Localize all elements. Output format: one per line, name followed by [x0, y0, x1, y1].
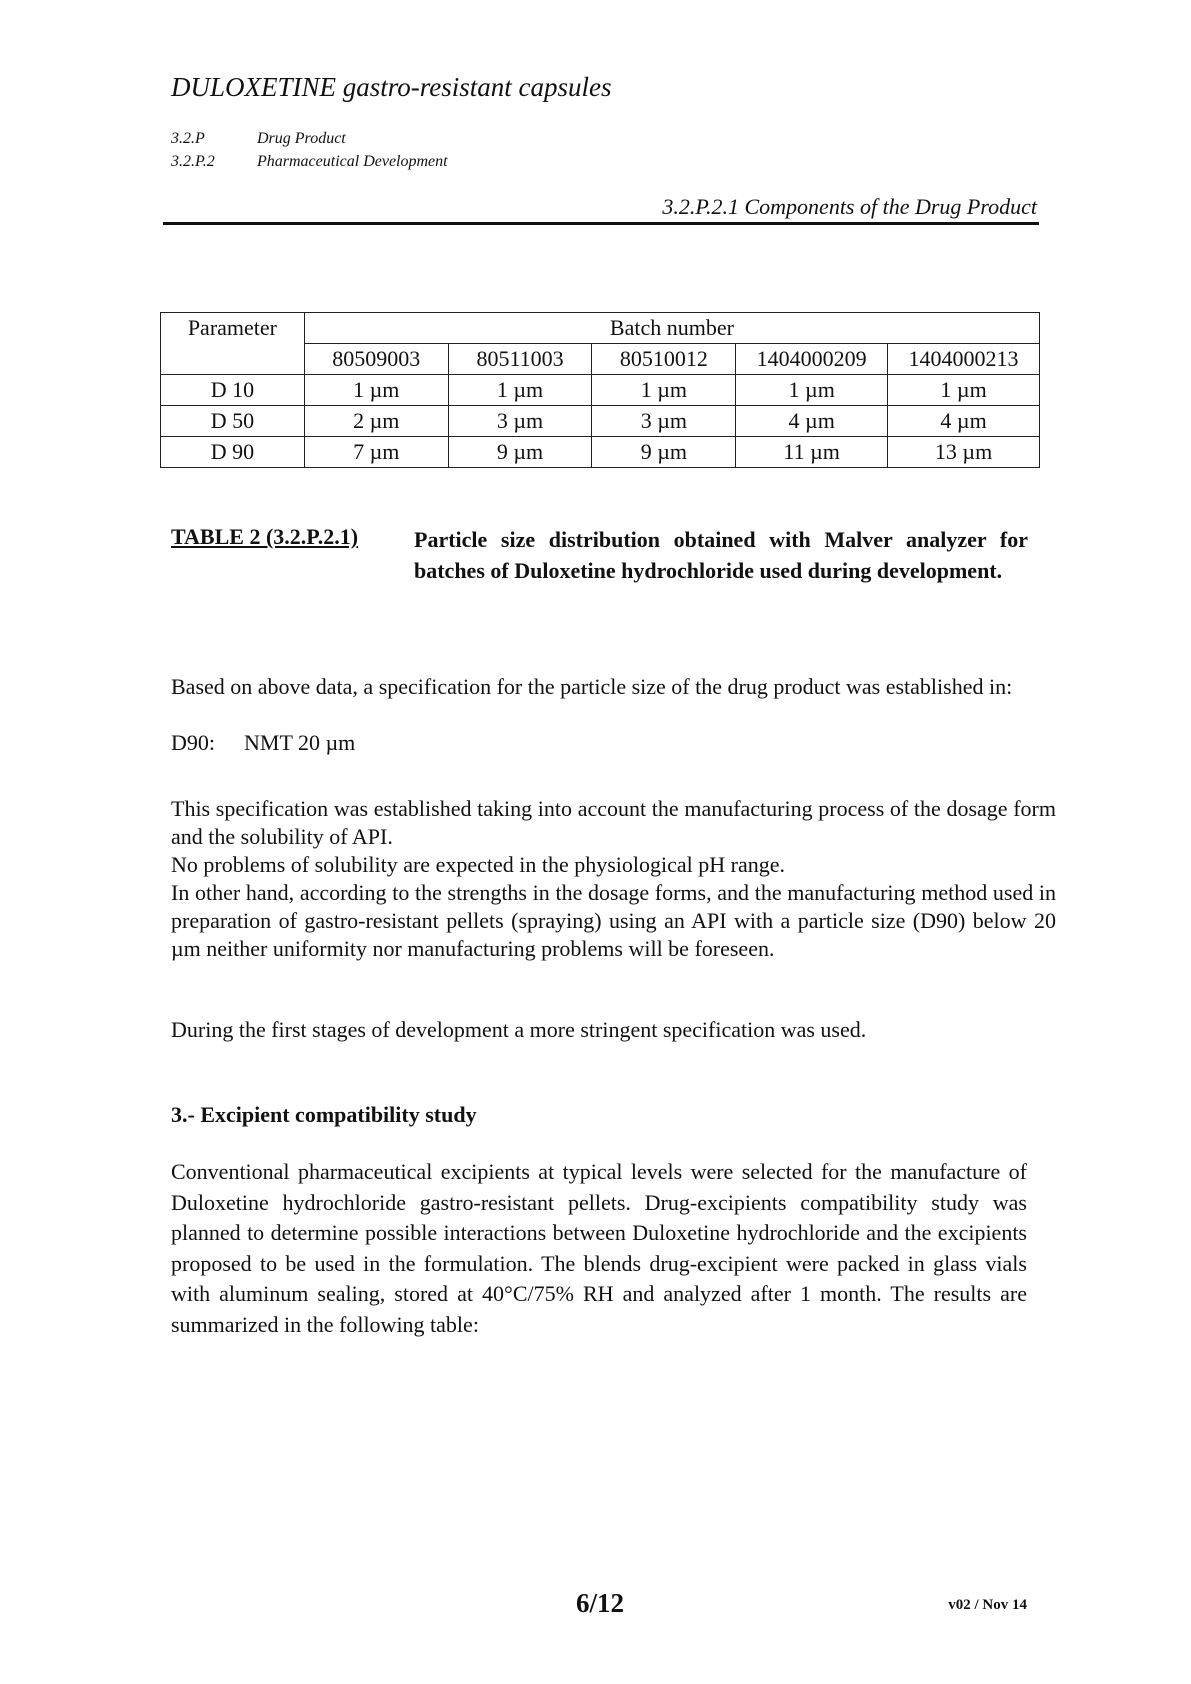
param-cell: D 90: [161, 437, 305, 468]
param-cell: D 50: [161, 406, 305, 437]
value-cell: 1 µm: [304, 375, 448, 406]
rationale-paragraph: [171, 795, 1056, 963]
value-cell: 4 µm: [736, 406, 888, 437]
parameter-header-cont: [161, 344, 305, 375]
spec-limit: NMT 20 µm: [244, 730, 356, 755]
rationale-line: This specification was established taking into account the manufacturing process of the dosage form and the solubility of API.: [171, 796, 1056, 849]
spec-intro-paragraph: Based on above data, a specification for the particle size of the drug product was established in:: [171, 674, 1013, 699]
section-line-pharmaceutical-development: [171, 153, 448, 171]
excipient-study-heading: 3.- Excipient compatibility study: [171, 1102, 477, 1127]
parameter-header: Parameter: [161, 313, 305, 344]
batch-cell: 1404000209: [736, 344, 888, 375]
table-caption-label: TABLE 2 (3.2.P.2.1): [171, 524, 359, 549]
value-cell: 3 µm: [448, 406, 592, 437]
page-number: 6/12: [575, 1588, 624, 1618]
value-cell: 4 µm: [888, 406, 1040, 437]
section-subtitle: 3.2.P.2.1 Components of the Drug Product: [662, 194, 1037, 219]
value-cell: 11 µm: [736, 437, 888, 468]
value-cell: 3 µm: [592, 406, 736, 437]
spec-limit-line: [171, 730, 355, 756]
value-cell: 13 µm: [888, 437, 1040, 468]
batch-cell: 1404000213: [888, 344, 1040, 375]
value-cell: 1 µm: [888, 375, 1040, 406]
param-cell: D 10: [161, 375, 305, 406]
batch-cell: 80509003: [304, 344, 448, 375]
batch-number-header: Batch number: [304, 313, 1039, 344]
table-caption-text: Particle size distribution obtained with Malver analyzer for batches of Duloxetine hydrochloride used during development.: [414, 527, 1028, 583]
batch-cell: 80511003: [448, 344, 592, 375]
value-cell: 1 µm: [592, 375, 736, 406]
table-batch-row: [161, 344, 1040, 375]
document-title: DULOXETINE gastro-resistant capsules: [171, 72, 612, 102]
header-rule: [163, 222, 1039, 225]
rationale-line: No problems of solubility are expected in the physiological pH range.: [171, 852, 786, 877]
table-row: [161, 375, 1040, 406]
batch-cell: 80510012: [592, 344, 736, 375]
section-line-drug-product: [171, 130, 346, 148]
value-cell: 9 µm: [592, 437, 736, 468]
spec-code: D90:: [171, 730, 215, 755]
section-code: 3.2.P.2: [171, 153, 215, 170]
version-label: v02 / Nov 14: [948, 1597, 1027, 1613]
table-header-row: [161, 313, 1040, 344]
particle-size-table: [160, 312, 1040, 468]
section-name: Drug Product: [257, 130, 346, 147]
table-row: [161, 406, 1040, 437]
table-row: [161, 437, 1040, 468]
value-cell: 7 µm: [304, 437, 448, 468]
value-cell: 9 µm: [448, 437, 592, 468]
value-cell: 1 µm: [736, 375, 888, 406]
value-cell: 2 µm: [304, 406, 448, 437]
value-cell: 1 µm: [448, 375, 592, 406]
rationale-line: In other hand, according to the strengths in the dosage forms, and the manufacturing method used in preparation of gastro-resistant pellets (spraying) using an API with a particle size (D90) below 20 µm neither uniformity nor manufacturing problems will be foreseen.: [171, 880, 1056, 961]
excipient-study-paragraph: Conventional pharmaceutical excipients at typical levels were selected for the manufacture of Duloxetine hydrochloride gastro-resistant pellets. Drug-excipients compatibility study was planned to determine possible interactions between Duloxetine hydrochloride and the excipients proposed to be used in the formulation. The blends drug-excipient were packed in glass vials with aluminum sealing, stored at 40°C/75% RH and analyzed after 1 month. The results are summarized in the following table:: [171, 1159, 1027, 1337]
section-name: Pharmaceutical Development: [257, 153, 448, 170]
development-stages-paragraph: During the first stages of development a more stringent specification was used.: [171, 1017, 867, 1042]
section-code: 3.2.P: [171, 130, 205, 147]
